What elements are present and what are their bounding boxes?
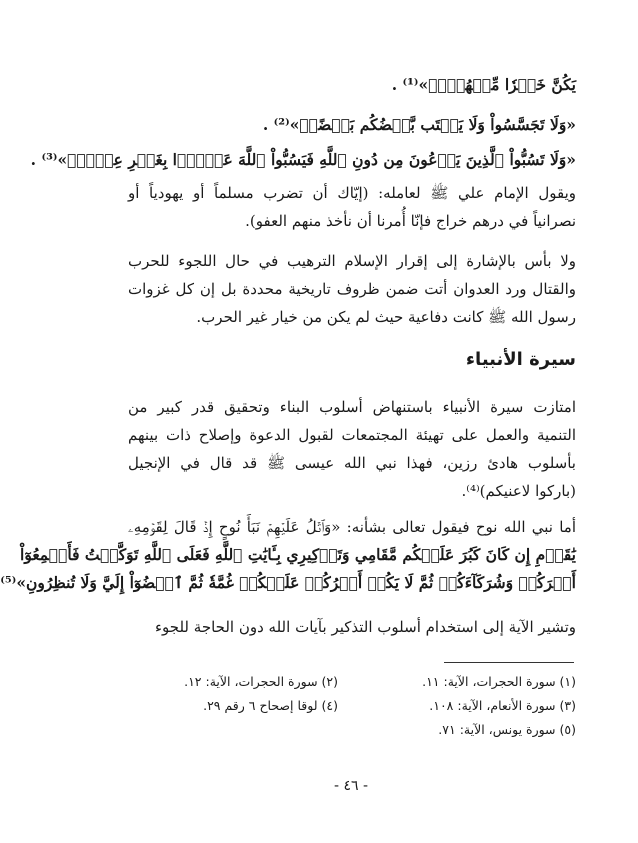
paragraph5-line1: وتشير الآية إلى استخدام أسلوب التذكير بآيات الله دون الحاجة للجوء	[154, 618, 576, 636]
paragraph3-line1: امتازت سيرة الأنبياء باستنهاض أسلوب البناء وتحقيق قدر كبير من	[128, 398, 576, 416]
footnote-2: (٢) سورة الحجرات، الآية: ١٢.	[184, 674, 338, 689]
paragraph4-line3: أَمۡرَكُمۡ وَشُرَكَآءَكُمۡ ثُمَّ لَا يَكُنۡ أَمۡرُكُمۡ عَلَيۡكُمۡ غُمَّةٗ ثُمَّ ٱقۡضُوٓاْ إِلَيَّ وَلَا تُنظِرُونِ»⁽⁵⁾	[0, 573, 576, 592]
footnote-5: (٥) سورة يونس، الآية: ٧١.	[438, 722, 576, 737]
paragraph4-line2: يَٰقَوۡمِ إِن كَانَ كَبُرَ عَلَيۡكُم مَّقَامِي وَتَذۡكِيرِي بِـَٔايَٰتِ ٱللَّهِ فَعَلَى ٱللَّهِ تَوَكَّلۡتُ فَأَجۡمِعُوٓاْ	[20, 545, 576, 564]
quran-verse-1: يَكُنَّ خَيۡرٗا مِّنۡهُنَّۖ»⁽¹⁾ .	[391, 75, 576, 94]
quran-verse-2: «وَلَا تَجَسَّسُواْ وَلَا يَغۡتَب بَّعۡضُكُم بَعۡضًاۚ»⁽²⁾ .	[262, 115, 576, 134]
paragraph3-line3: بأسلوب هادئ رزين، فهذا نبي الله عيسى ﷺ قد قال في الإنجيل	[128, 454, 576, 472]
paragraph1-line1: ويقول الإمام علي ﷺ لعامله: (إيّاك أن تضرب مسلماً أو يهودياً أو	[128, 184, 576, 202]
footnote-3: (٣) سورة الأنعام، الآية: ١٠٨.	[429, 698, 576, 713]
section-heading: سيرة الأنبياء	[465, 349, 576, 370]
paragraph3-line4: (باركوا لاعنيكم)⁽⁴⁾.	[461, 482, 576, 500]
paragraph2-line3: رسول الله ﷺ كانت دفاعية حيث لم يكن من خيار غير الحرب.	[196, 308, 576, 326]
paragraph2-line1: ولا بأس بالإشارة إلى إقرار الإسلام الترهيب في حال اللجوء للحرب	[128, 252, 576, 270]
paragraph2-line2: والقتال ورد العدوان أتت ضمن ظروف تاريخية محددة بل إن كل غزوات	[128, 280, 576, 298]
footnote-4: (٤) لوقا إصحاح ٦ رقم ٢٩.	[203, 698, 338, 713]
footnote-1: (١) سورة الحجرات، الآية: ١١.	[422, 674, 576, 689]
footnote-divider	[444, 662, 574, 663]
quran-verse-3: «وَلَا تَسُبُّواْ ٱلَّذِينَ يَدۡعُونَ مِن دُونِ ٱللَّهِ فَيَسُبُّواْ ٱللَّهَ عَدۡوَۢا بِغَيۡرِ عِلۡمٖۗ»⁽³⁾ .	[30, 150, 576, 169]
paragraph1-line2: نصرانياً في درهم خراج فإنّا أُمرنا أن نأخذ منهم العفو).	[245, 212, 576, 230]
paragraph3-line2: التنمية والعمل على تهيئة المجتمعات لقبول الدعوة وإصلاح ذات بينهم	[128, 426, 576, 444]
paragraph4-line1: أما نبي الله نوح فيقول تعالى بشأنه: «وَٱتۡلُ عَلَيۡهِمۡ نَبَأَ نُوحٍ إِذۡ قَالَ لِقَوۡمِهِۦ	[128, 518, 576, 536]
page-number: - ٤٦ -	[333, 778, 369, 794]
